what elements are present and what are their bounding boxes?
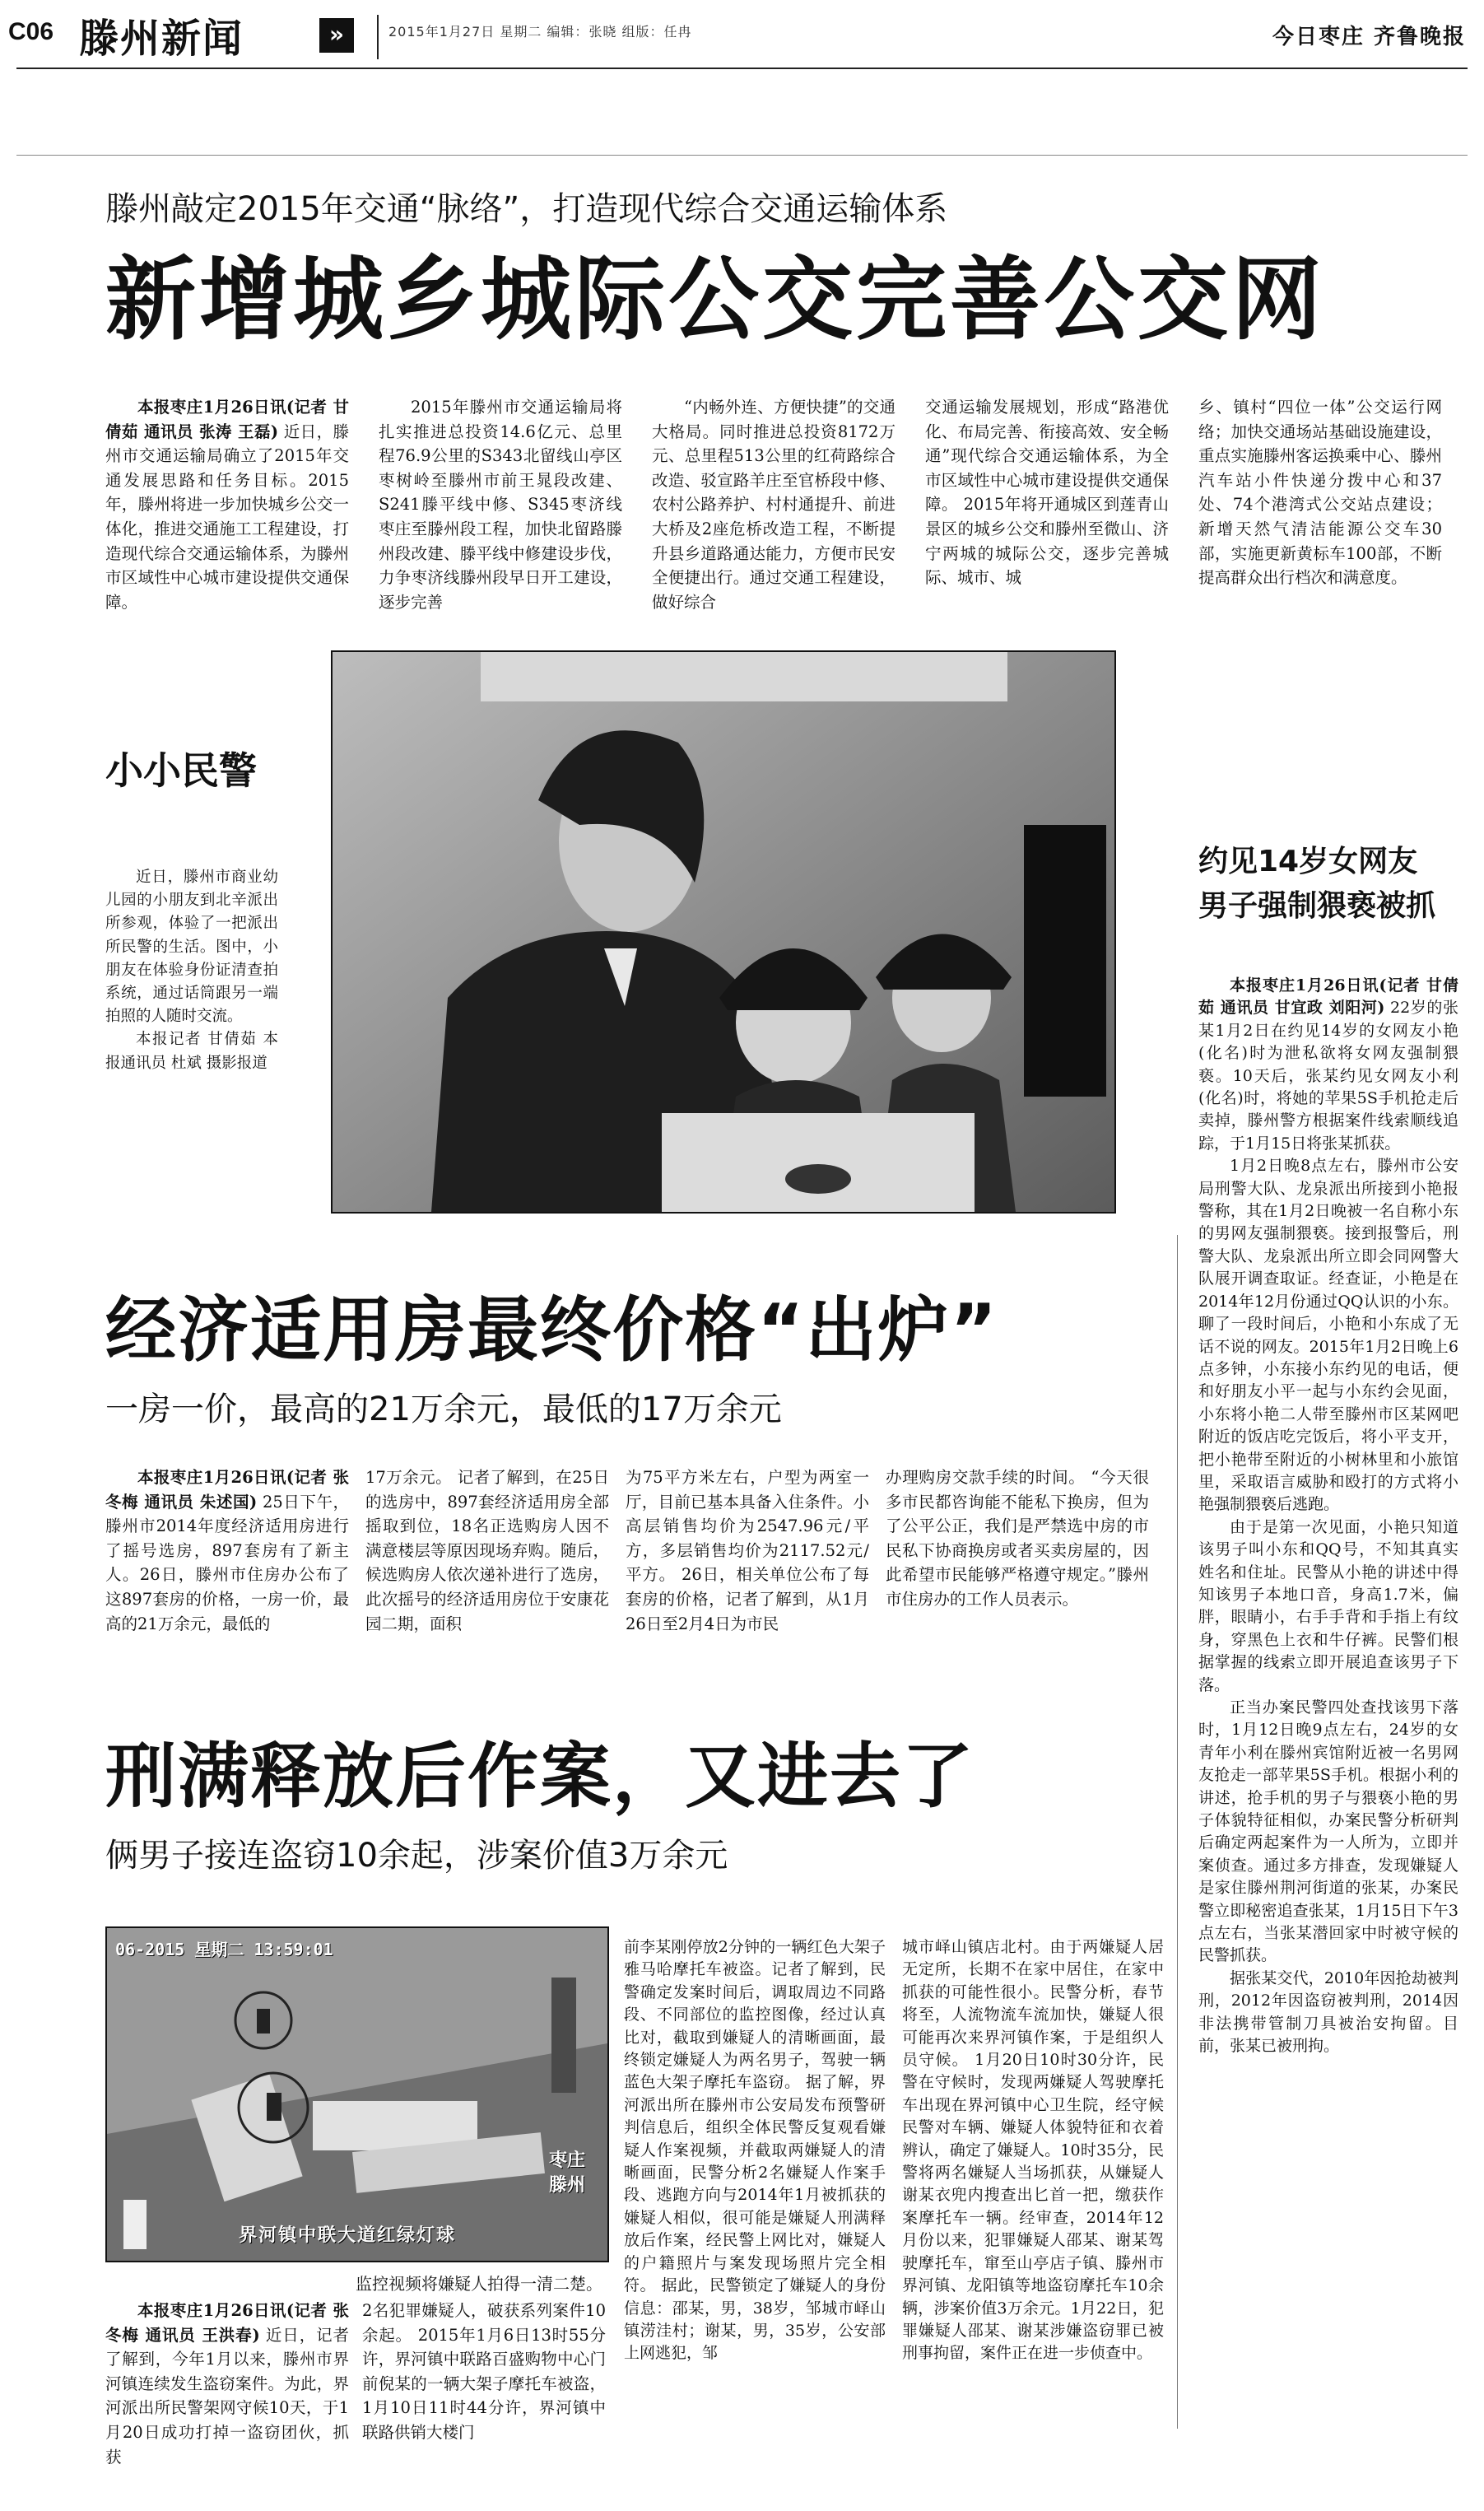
story2-lead: 本报枣庄1月26日讯(记者 甘倩茹 通讯员 甘宜政 刘阳河) <box>1198 976 1458 1018</box>
photo-road: 界河镇中联大道红绿灯球 <box>239 2225 457 2246</box>
story1-col1-text: 近日，滕州市交通运输局确立了2015年交通发展思路和任务目标。2015年，滕州将进一步加快城乡公交一体化，推进交通施工工程建设，打造现代综合交通运输体系，为滕州市区域性中心城市建设提供交通保障。 <box>105 422 349 612</box>
story1-col5-text: 乡、镇村“四位一体”公交运行网络；加快交通场站基础设施建设，重点实施滕州客运换乘中心、滕州汽车站小件快递分拨中心和37处、74个港湾式公交站点建设；新增天然气清洁能源公交车30部，实施更新黄标车100部，不断提高群众出行档次和满意度。 <box>1198 398 1442 588</box>
story3-col2-text: 17万余元。 记者了解到，在25日的选房中，897套经济适用房全部摇取到位，18名正选购房人因不满意楼层等原因现场弃购。随后，候选购房人依次递补进行了选房，此次摇号的经济适用房位于安康花园二期，面积 <box>365 1468 609 1633</box>
masthead-divider <box>377 15 379 59</box>
story2-kicker-line2: 男子强制猥亵被抓 <box>1198 889 1436 923</box>
story3-column-1 <box>105 1465 349 1636</box>
story2-body <box>1198 975 1458 2058</box>
police-children-illustration <box>333 652 1114 1212</box>
column-divider <box>1177 1235 1178 2429</box>
story1-col3-text: “内畅外连、方便快捷”的交通大格局。同时推进总投资8172万元、总里程513公里的红荷路综合改造、驳宣路羊庄至官桥段中修、农村公路养护、村村通提升、前进大桥及2座危桥改造工程，不断提升县乡道路通达能力，方便市民安全便捷出行。通过交通工程建设，做好综合 <box>652 398 896 612</box>
story4-lead: 本报枣庄1月26日讯(记者 张冬梅 通讯员 王洪春) <box>105 2301 349 2345</box>
story2-kicker-line1: 约见14岁女网友 <box>1198 845 1418 878</box>
newspaper-brand: 今日枣庄 齐鲁晚报 <box>1272 25 1466 49</box>
story2-p3: 由于是第一次见面，小艳只知道该男子叫小东和QQ号，不知其真实姓名和住址。民警从小艳的讲述中得知该男子本地口音，身高1.7米，偏胖，眼睛小，右手手背和手指上有纹身，穿黑色上衣和牛仔裤。民警们根据掌握的线索立即开展追查该男子下落。 <box>1198 1517 1458 1694</box>
issue-line: 2015年1月27日 星期二 编辑：张晓 组版：任冉 <box>388 24 692 40</box>
story3-col1-text: 25日下午，滕州市2014年度经济适用房进行了摇号选房，897套房有了新主人。26日，滕州市住房办公布了这897套房的价格，一房一价，最高的21万余元，最低的 <box>105 1492 349 1633</box>
surveillance-photo <box>105 1926 609 2262</box>
story2-p5: 据张某交代，2010年因抢劫被判刑，2012年因盗窃被判刑，2014因非法携带管制刀具被治安拘留。目前，张某已被刑拘。 <box>1198 1968 1458 2056</box>
story3-column-4 <box>886 1465 1149 1612</box>
photo1-caption: 近日，滕州市商业幼儿园的小朋友到北辛派出所参观，体验了一把派出所民警的生活。图中，小朋友在体验身份证清查拍系统，通过话筒跟另一端拍照的人随时交流。 <box>105 869 278 1026</box>
story4-headline: 刑满释放后作案，又进去了 <box>105 1735 975 1818</box>
story3-subhead: 一房一价，最高的21万余元，最低的17万余元 <box>105 1391 782 1428</box>
story3-col3-text: 为75平方米左右，户型为两室一厅，目前已基本具备入住条件。小高层销售均价为2547.96元/平方，多层销售均价为2117.52元/平方。 26日，相关单位公布了每套房的价格，记者了解到，从1月26日至2月4日为市民 <box>626 1468 869 1633</box>
story3-headline: 经济适用房最终价格“出炉” <box>105 1289 999 1372</box>
story2-p2: 1月2日晚8点左右，滕州市公安局刑警大队、龙泉派出所接到小艳报警称，其在1月2日晚被一名自称小东的男网友强制猥亵。接到报警后，刑警大队、龙泉派出所立即会同网警大队展开调查取证。经查证，小艳是在2014年12月份通过QQ认识的小东。聊了一段时间后，小艳和小东成了无话不说的网友。2015年1月2日晚上6点多钟，小东接小东约见的电话，便和好朋友小平一起与小东约会见面，小东将小艳二人带至滕州市区某网吧附近的饭店吃完饭后，将小平支开，把小艳带至附近的小树林里和小旅馆里，采取语言威胁和殴打的方式将小艳强制猥亵后逃跑。 <box>1198 1157 1458 1514</box>
story4-col1-text: 近日，记者了解到，今年1月以来，滕州市界河镇连续发生盗窃案件。为此，界河派出所民警架网守候10天，于1月20日成功打掉一盗窃团伙，抓获 <box>105 2325 349 2467</box>
story4-column-4 <box>902 1936 1164 2365</box>
story4-col3-text: 前李某刚停放2分钟的一辆红色大架子雅马哈摩托车被盗。记者了解到，民警确定发案时间后，调取周边不同路段、不同部位的监控图像，经过认真比对，截取到嫌疑人的清晰画面，最终锁定嫌疑人为两名男子，驾驶一辆蓝色大架子摩托车盗窃。 据了解，界河派出所在滕州市公安局发布预警研判信息后，组织全体民警反复观看嫌疑人作案视频，并截取两嫌疑人的清晰画面，民警分析2名嫌疑人作案手段、逃跑方向与2014年1月被抓获的嫌疑人相似，很可能是嫌疑人刑满释放后作案，经民警上网比对，嫌疑人的户籍照片与案发现场照片完全相符。 据此，民警锁定了嫌疑人的身份信息：邵某，男，38岁，邹城市峄山镇涝洼村；谢某，男，35岁，公安部上网逃犯，邹 <box>624 1938 886 2363</box>
story1-kicker: 滕州敲定2015年交通“脉络”，打造现代综合交通运输体系 <box>105 190 948 228</box>
story4-subhead: 俩男子接连盗窃10余起，涉案价值3万余元 <box>105 1837 728 1875</box>
story1-column-3 <box>652 395 896 614</box>
story2-p1: 22岁的张某1月2日在约见14岁的女网友小艳(化名)时为泄私欲将女网友强制猥亵。10天后，张某约见女网友小利(化名)时，将她的苹果5S手机抢走后卖掉，滕州警方根据案件线索顺线追踪，于1月15日将张某抓获。 <box>1198 999 1458 1153</box>
story1-column-2 <box>379 395 622 614</box>
story4-column-1 <box>105 2299 349 2469</box>
story3-lead: 本报枣庄1月26日讯(记者 张冬梅 通讯员 朱述国) <box>105 1468 349 1512</box>
police-children-photo <box>331 650 1116 1214</box>
story3-column-3 <box>626 1465 869 1636</box>
story1-lead: 本报枣庄1月26日讯(记者 甘倩茹 通讯员 张涛 王磊) <box>105 398 349 441</box>
photo1-credit: 本报记者 甘倩茹 本报通讯员 杜斌 摄影报道 <box>105 1031 278 1072</box>
section-title: 滕州新闻 <box>79 16 244 62</box>
photo-timestamp: 06-2015 星期二 13:59:01 <box>115 1940 333 1959</box>
story4-col2-text: 2名犯罪嫌疑人，破获系列案件10余起。 2015年1月6日13时55分许，界河镇中联路百盛购物中心门前倪某的一辆大架子摩托车被盗，1月10日11时44分许，界河镇中联路供销大楼门 <box>362 2301 606 2442</box>
story2-kicker-block <box>1198 840 1435 929</box>
story1-column-1 <box>105 395 349 614</box>
story2-p4: 正当办案民警四处查找该男下落时，1月12日晚9点左右，24岁的女青年小利在滕州宾馆附近被一名男网友抢走一部苹果5S手机。根据小利的讲述，抢手机的男子与猥亵小艳的男子体貌特征相似，办案民警分析研判后确定两起案件为一人所为，立即并案侦查。通过多方排查，发现嫌疑人是家住滕州荆河街道的张某，办案民警立即秘密追查张某，1月15日下午3点左右，当张某潜回家中时被守候的民警抓获。 <box>1198 1698 1458 1965</box>
story1-column-5 <box>1198 395 1442 590</box>
story4-column-2 <box>362 2299 606 2445</box>
story4-col4-text: 城市峄山镇店北村。由于两嫌疑人居无定所，长期不在家中居住，在家中抓获的可能性很小。民警分析，春节将至，人流物流车流加快，嫌疑人很可能再次来界河镇作案，于是组织人员守候。 1月20日10时30分许，民警在守候时，发现两嫌疑人驾驶摩托车出现在界河镇中心卫生院，经守候民警对车辆、嫌疑人体貌特征和衣着辨认，确定了嫌疑人。10时35分，民警将两名嫌疑人当场抓获，从嫌疑人谢某衣兜内搜查出匕首一把，缴获作案摩托车一辆。经审查，2014年12月份以来，犯罪嫌疑人邵某、谢某驾驶摩托车，窜至山亭店子镇、滕州市界河镇、龙阳镇等地盗窃摩托车10余辆，涉案价值3万余元。1月22日，犯罪嫌疑人邵某、谢某涉嫌盗窃罪已被刑事拘留，案件正在进一步侦查中。 <box>902 1938 1164 2363</box>
masthead-rule <box>16 68 1468 69</box>
story1-col2-text: 2015年滕州市交通运输局将扎实推进总投资14.6亿元、总里程76.9公里的S343北留线山亭区枣树岭至滕州市前王晁段改建、S241滕平线中修、S345枣济线枣庄至滕州段工程，加快北留路滕州段改建、滕平线中修建设步伐，力争枣济线滕州段早日开工建设，逐步完善 <box>379 398 622 612</box>
story4-column-3 <box>624 1936 886 2365</box>
story1-headline: 新增城乡城际公交完善公交网 <box>105 247 1325 352</box>
photo-station: 枣庄 滕州 <box>548 2150 585 2196</box>
page-number: C06 <box>8 18 54 45</box>
story1-col4-text: 交通运输发展规划，形成“路港优化、布局完善、衔接高效、安全畅通”现代综合交通运输体系，为全市区域性中心城市建设提供交通保障。 2015年将开通城区到莲青山景区的城乡公交和滕州至微山、济宁两城的城际公交，逐步完善城际、城市、城 <box>925 398 1169 588</box>
photo1-caption-block <box>105 866 278 1075</box>
section-rule <box>16 155 1468 156</box>
story3-column-2 <box>365 1465 609 1636</box>
surveillance-illustration <box>107 1928 607 2261</box>
section-arrow-icon: » <box>319 18 354 53</box>
story3-col4-text: 办理购房交款手续的时间。 “今天很多市民都咨询能不能私下换房，但为了公平公正，我们是严禁选中房的市民私下协商换房或者买卖房屋的，因此希望市民能够严格遵守规定。”滕州市住房办的工作人员表示。 <box>886 1468 1149 1609</box>
photo1-title: 小小民警 <box>105 748 257 793</box>
surveillance-caption: 监控视频将嫌疑人拍得一清二楚。 <box>356 2274 602 2294</box>
story1-column-4 <box>925 395 1169 590</box>
